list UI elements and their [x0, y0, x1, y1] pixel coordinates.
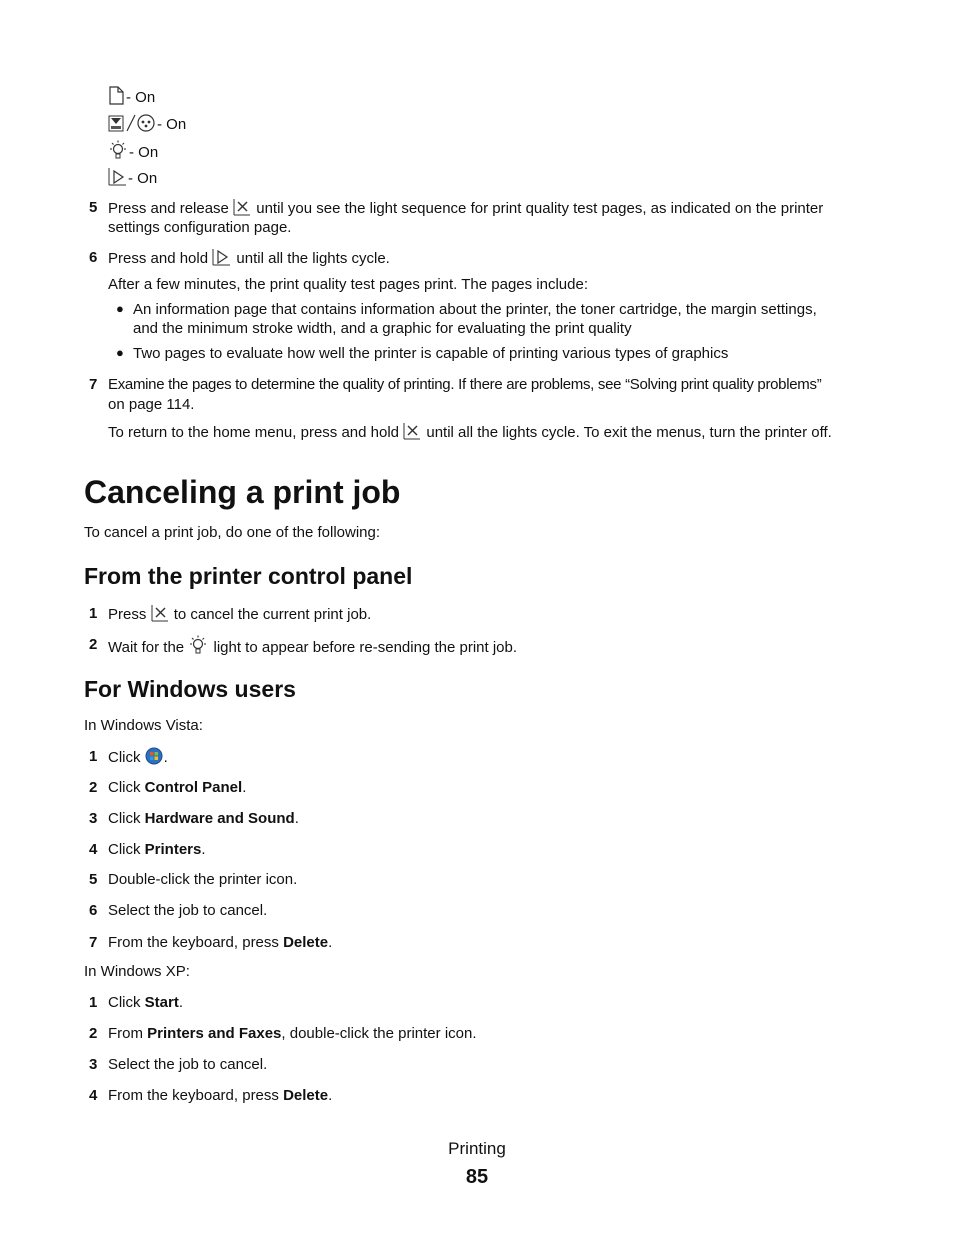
- step-number: 2: [89, 636, 98, 653]
- step-5-line1: Press and release until you see the light sequence for print quality test pages, as indicated on the printer: [108, 200, 824, 217]
- page-number: 85: [465, 1166, 489, 1188]
- cancel-intro: To cancel a print job, do one of the following:: [84, 524, 381, 541]
- xp-step-4: From the keyboard, press Delete.: [108, 1087, 333, 1104]
- step-number: 3: [89, 810, 98, 827]
- return-text: To return to the home menu, press and hold until all the lights cycle. To exit the menus, turn the printer off.: [108, 424, 832, 441]
- step-7-line2: on page 114.: [108, 396, 195, 413]
- step-number: 7: [89, 934, 98, 951]
- xp-step-1: Click Start.: [108, 994, 184, 1011]
- step-6: Press and hold until all the lights cycle.: [108, 250, 390, 267]
- stop-x-icon: [403, 422, 421, 440]
- xp-label: In Windows XP:: [84, 963, 190, 980]
- after-text: After a few minutes, the print quality test pages print. The pages include:: [108, 276, 588, 293]
- step-number: 1: [89, 994, 98, 1011]
- windows-start-orb-icon: [145, 747, 163, 765]
- toner-drum-icon: [108, 113, 156, 132]
- step-number: 5: [89, 199, 98, 216]
- vista-step-3: Click Hardware and Sound.: [108, 810, 299, 827]
- vista-step-2: Click Control Panel.: [108, 779, 247, 796]
- step-number: 2: [89, 1025, 98, 1042]
- step-number: 2: [89, 779, 98, 796]
- status-line-toner-drum: - On: [108, 113, 186, 133]
- step-number: 4: [89, 1087, 98, 1104]
- step-number: 4: [89, 841, 98, 858]
- status-line-continue: - On: [108, 167, 157, 187]
- bullet-dot: ●: [116, 301, 124, 316]
- continue-icon: [212, 248, 231, 266]
- vista-label: In Windows Vista:: [84, 717, 203, 734]
- panel-step-2: Wait for the light to appear before re-sending the print job.: [108, 635, 517, 657]
- continue-icon: [108, 167, 127, 186]
- panel-step-1: Press to cancel the current print job.: [108, 606, 372, 623]
- step-5-line2: settings configuration page.: [108, 219, 292, 236]
- stop-x-icon: [233, 198, 251, 216]
- vista-step-6: Select the job to cancel.: [108, 902, 268, 919]
- step-number: 1: [89, 605, 98, 622]
- vista-step-1: Click .: [108, 749, 168, 766]
- xp-step-2: From Printers and Faxes, double-click the printer icon.: [108, 1025, 477, 1042]
- status-line-ready: - On: [108, 140, 158, 161]
- page-title: Canceling a print job: [84, 474, 401, 510]
- bullet-1-line1: An information page that contains information about the printer, the toner cartridge, the margin settings,: [133, 301, 817, 318]
- step-number: 6: [89, 249, 98, 266]
- xp-step-3: Select the job to cancel.: [108, 1056, 268, 1073]
- step-number: 3: [89, 1056, 98, 1073]
- stop-x-icon: [151, 604, 169, 622]
- vista-step-5: Double-click the printer icon.: [108, 871, 298, 888]
- page-icon: [108, 86, 125, 105]
- footer-section-name: Printing: [448, 1139, 506, 1158]
- ready-light-icon: [188, 635, 208, 655]
- section-heading-windows: For Windows users: [84, 676, 296, 702]
- vista-step-4: Click Printers.: [108, 841, 206, 858]
- ready-light-icon: [108, 140, 128, 160]
- section-heading-control-panel: From the printer control panel: [84, 563, 413, 589]
- step-number: 1: [89, 748, 98, 765]
- status-line-page: - On: [108, 86, 155, 106]
- step-number: 5: [89, 871, 98, 888]
- bullet-1-line2: and the minimum stroke width, and a graphic for evaluating the print quality: [133, 320, 632, 337]
- step-number: 7: [89, 376, 98, 393]
- vista-step-7: From the keyboard, press Delete.: [108, 934, 333, 951]
- step-7-line1: Examine the pages to determine the quality of printing. If there are problems, see “Solving print quality problems”: [108, 376, 822, 393]
- step-number: 6: [89, 902, 98, 919]
- bullet-dot: ●: [116, 345, 124, 360]
- bullet-2-line1: Two pages to evaluate how well the printer is capable of printing various types of graphics: [133, 345, 729, 362]
